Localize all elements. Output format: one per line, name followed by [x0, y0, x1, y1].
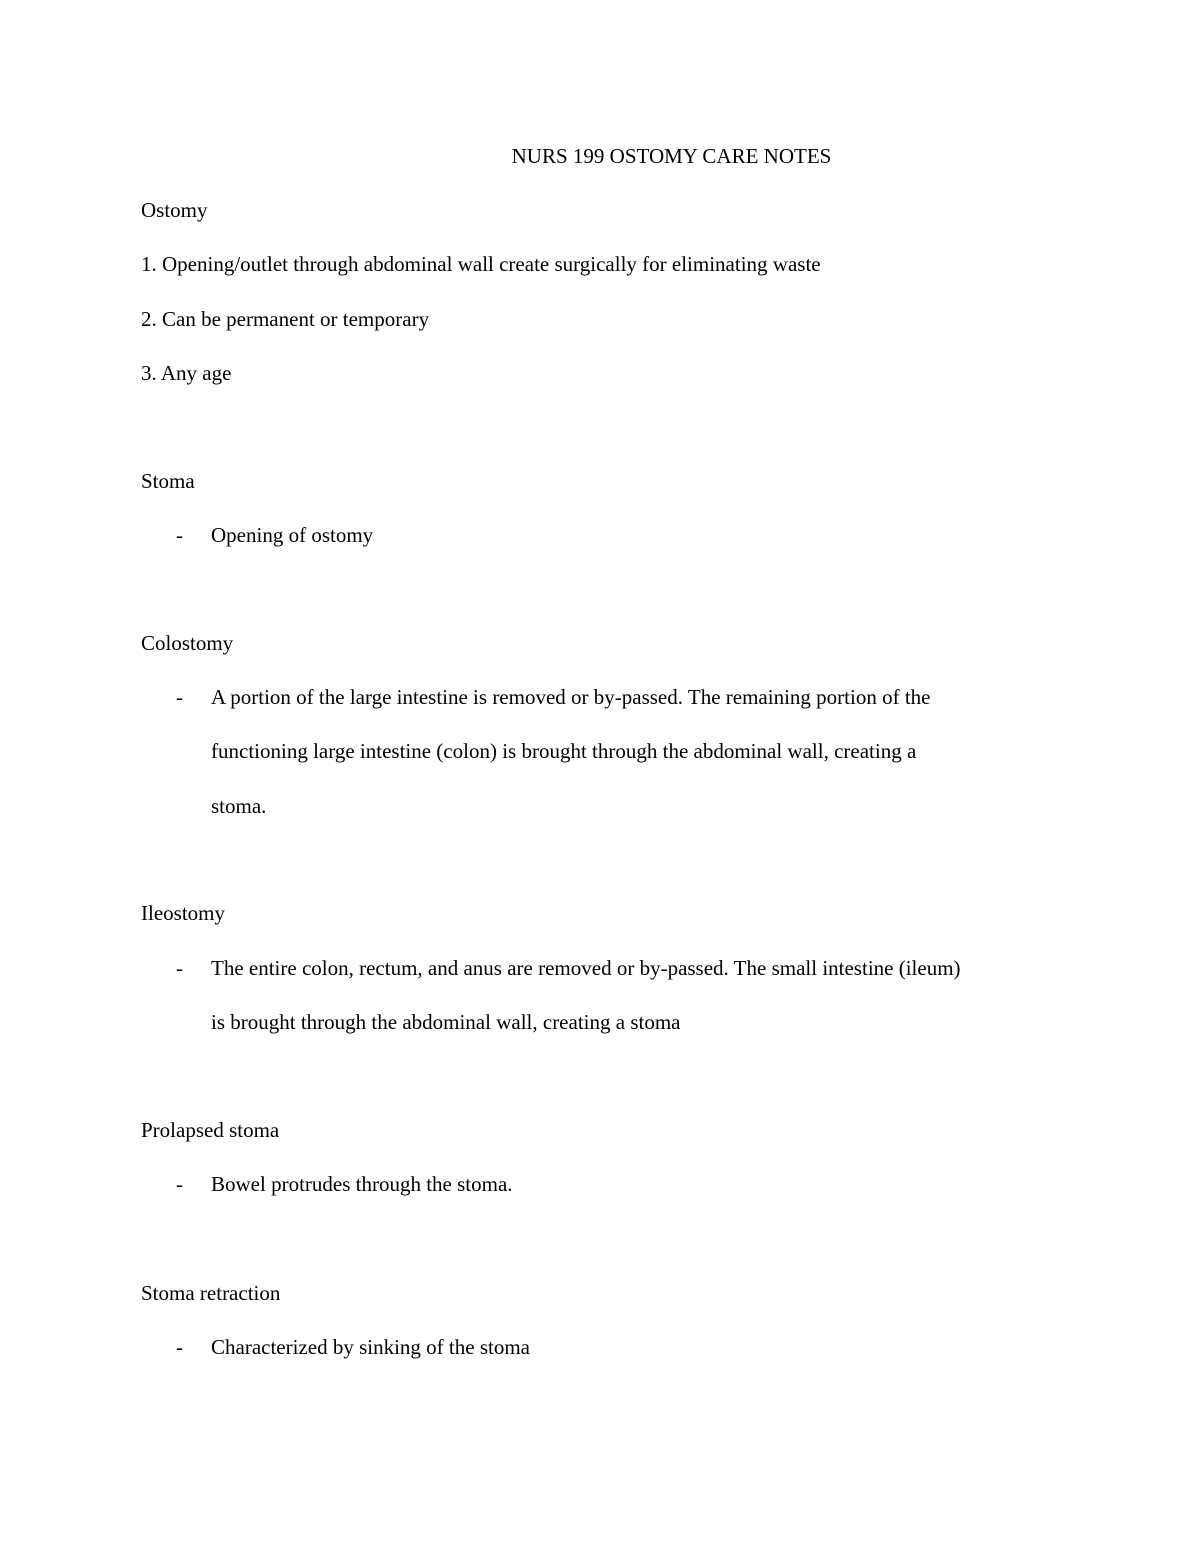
colostomy-bullet-line-1: A portion of the large intestine is removed or by-passed. The remaining portion of the [211, 685, 931, 709]
stoma-retraction-bullet-line-1: Characterized by sinking of the stoma [211, 1335, 530, 1359]
section-heading-stoma-retraction: Stoma retraction [141, 1281, 281, 1305]
section-heading-prolapsed-stoma: Prolapsed stoma [141, 1118, 280, 1142]
colostomy-bullet-line-2: functioning large intestine (colon) is brought through the abdominal wall, creating a [211, 739, 917, 763]
stoma-bullet-line-1: Opening of ostomy [211, 523, 374, 547]
section-heading-colostomy: Colostomy [141, 631, 234, 655]
colostomy-bullet-line-3: stoma. [211, 794, 267, 818]
prolapsed-stoma-bullet-line-1: Bowel protrudes through the stoma. [211, 1172, 513, 1196]
ostomy-item-3: 3. Any age [141, 361, 232, 385]
section-heading-ileostomy: Ileostomy [141, 901, 225, 925]
bullet-marker: - [176, 956, 183, 980]
page-title: NURS 199 OSTOMY CARE NOTES [511, 144, 832, 168]
ostomy-item-1: 1. Opening/outlet through abdominal wall create surgically for eliminating waste [141, 252, 821, 276]
ostomy-item-2: 2. Can be permanent or temporary [141, 307, 430, 331]
bullet-marker: - [176, 1172, 183, 1196]
section-heading-stoma: Stoma [141, 469, 195, 493]
section-heading-ostomy: Ostomy [141, 198, 208, 222]
bullet-marker: - [176, 1335, 183, 1359]
bullet-marker: - [176, 685, 183, 709]
ileostomy-bullet-line-2: is brought through the abdominal wall, creating a stoma [211, 1010, 681, 1034]
ileostomy-bullet-line-1: The entire colon, rectum, and anus are removed or by-passed. The small intestine (ileum) [211, 956, 961, 980]
bullet-marker: - [176, 523, 183, 547]
